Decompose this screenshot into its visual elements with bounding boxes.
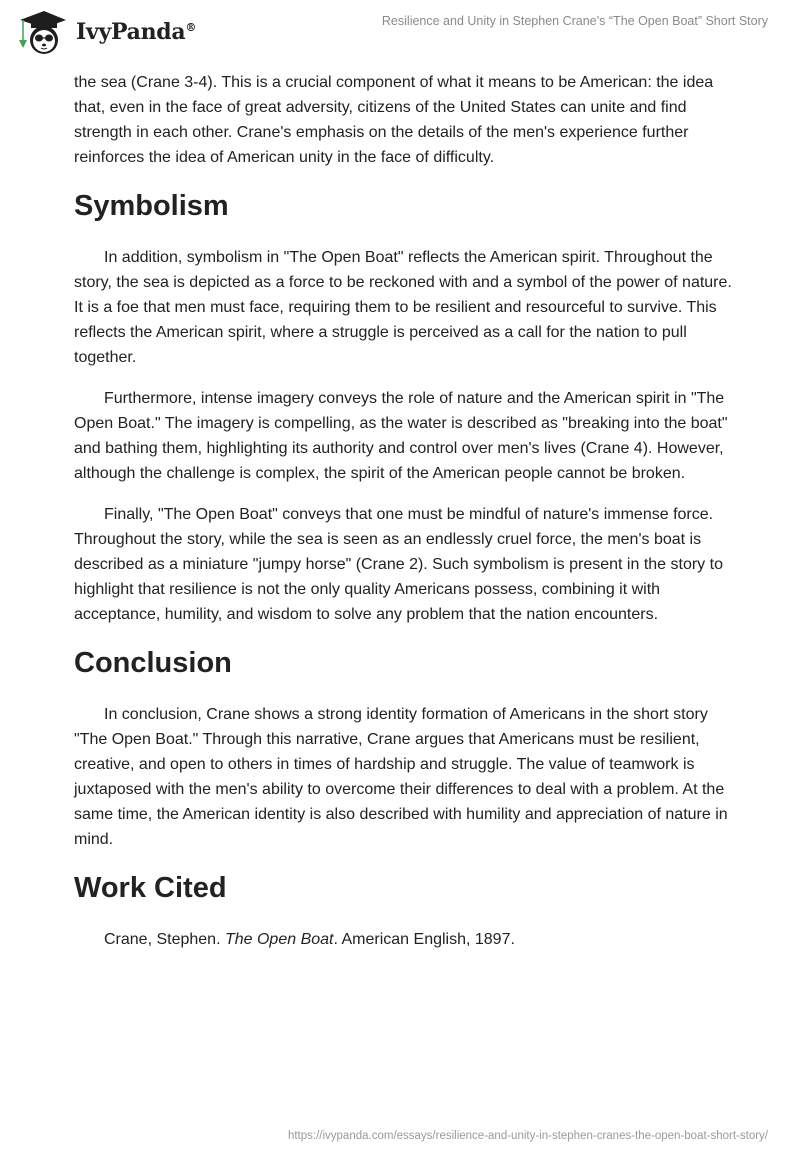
brand-name: IvyPanda® [76, 19, 197, 45]
document-title: Resilience and Unity in Stephen Crane’s “The Open Boat” Short Story [381, 14, 768, 28]
citation-title: The Open Boat [224, 931, 334, 948]
page-header [0, 0, 800, 62]
brand-logo[interactable] [16, 8, 196, 56]
paragraph: Finally, "The Open Boat" conveys that one must be mindful of nature's immense force. Throughout the story, while the sea is seen as an endlessly cruel force, the men's boat is described as a miniature "jumpy horse" (Crane 2). Such symbolism is present in the story to highlight that resilience is not the only quality Americans possess, combining it with acceptance, humility, and wisdom to solve any problem that the nation encounters. [74, 506, 723, 623]
section-heading-symbolism: Symbolism [74, 190, 229, 222]
source-url[interactable]: https://ivypanda.com/essays/resilience-and-unity-in-stephen-cranes-the-open-boat-short-story/ [287, 1130, 768, 1142]
citation: Crane, Stephen. The Open Boat. American English, 1897. [104, 931, 515, 948]
panda-graduate-icon [16, 8, 68, 56]
paragraph: In addition, symbolism in "The Open Boat" reflects the American spirit. Throughout the story, the sea is depicted as a force to be reckoned with and a symbol of the power of nature. It is a foe that men must face, requiring them to be resilient and resourceful to survive. This reflects the American spirit, where a struggle is perceived as a call for the nation to pull together. [74, 249, 732, 366]
paragraph: Furthermore, intense imagery conveys the role of nature and the American spirit in "The Open Boat." The imagery is compelling, as the water is described as "breaking into the boat" and bathing them, highlighting its authority and control over men's lives (Crane 4). However, although the challenge is complex, the spirit of the American people cannot be broken. [74, 390, 728, 482]
essay-body [74, 70, 734, 968]
section-heading-conclusion: Conclusion [74, 647, 232, 679]
paragraph: In conclusion, Crane shows a strong identity formation of Americans in the short story "The Open Boat." Through this narrative, Crane argues that Americans must be resilient, creative, and open to others in times of hardship and struggle. The value of teamwork is juxtaposed with the men's ability to overcome their differences to deal with a problem. At the same time, the American identity is also described with humility and appreciation of nature in mind. [74, 706, 728, 848]
intro-paragraph: the sea (Crane 3-4). This is a crucial component of what it means to be American: the idea that, even in the face of great adversity, citizens of the United States can unite and find strength in each other. Crane's emphasis on the details of the men's experience further reinforces the idea of American unity in the face of difficulty. [74, 74, 714, 166]
section-heading-work-cited: Work Cited [74, 872, 227, 904]
